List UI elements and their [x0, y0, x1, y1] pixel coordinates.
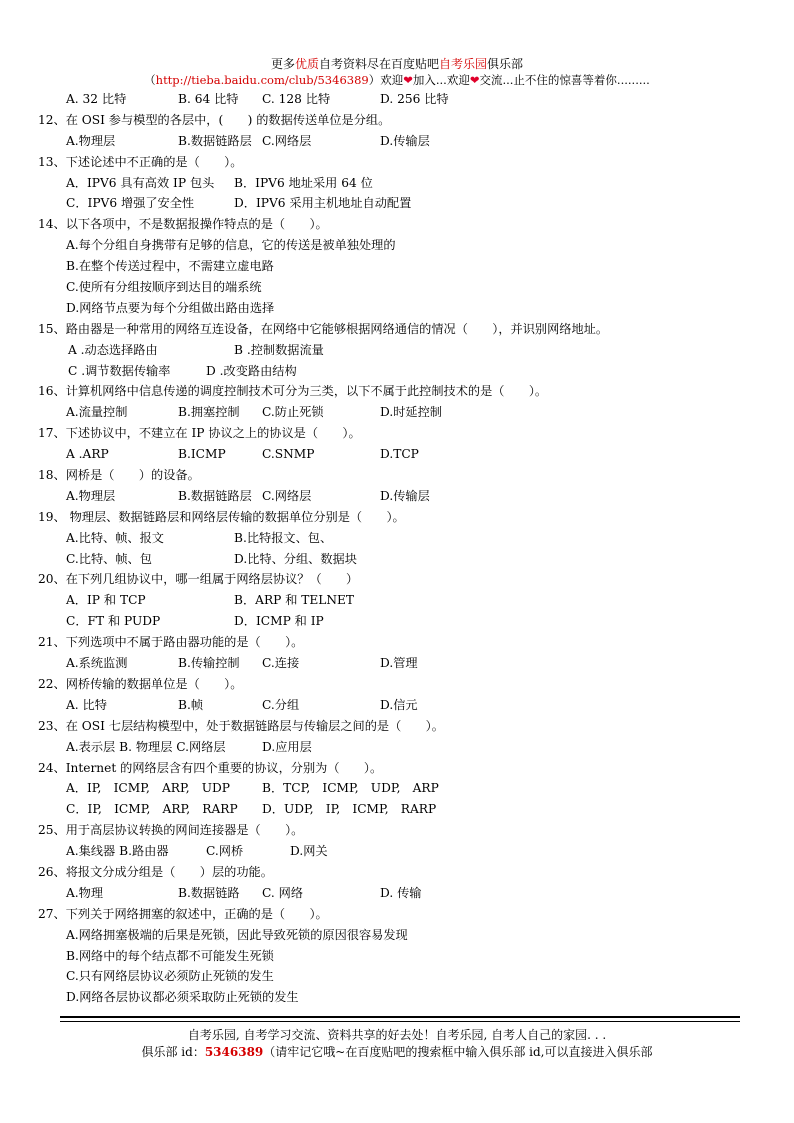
header-club-name: 自考乐园	[439, 57, 488, 71]
question-stem: 16、计算机网络中信息传递的调度控制技术可分为三类，以下不属于此控制技术的是（ ）。	[38, 384, 548, 399]
answer-option: D.传输层	[380, 488, 430, 503]
question-stem: 15、路由器是一种常用的网络互连设备，在网络中它能够根据网络通信的情况（ ），并识别网络地址。	[38, 321, 609, 336]
club-id: 5346389	[204, 1045, 264, 1059]
answer-option: D .改变路由结构	[206, 363, 297, 378]
option-row	[38, 841, 758, 862]
answer-option: A．IP 和 TCP	[66, 593, 146, 608]
answer-option: C.网络层	[262, 488, 312, 503]
answer-option: B.传输控制	[178, 656, 240, 671]
question-stem: 24、Internet 的网络层含有四个重要的协议，分别为（ ）。	[38, 760, 383, 775]
answer-option: C.只有网络层协议必须防止死锁的发生	[66, 969, 274, 984]
answer-option: B.拥塞控制	[178, 405, 240, 420]
header-text: 更多	[270, 57, 295, 71]
answer-option: B .控制数据流量	[234, 342, 324, 357]
option-row	[38, 340, 758, 361]
question-stem: 14、以下各项中，不是数据报操作特点的是（ ）。	[38, 217, 328, 232]
option-row	[38, 549, 758, 570]
question-stem: 19、 物理层、数据链路层和网络层传输的数据单位分别是（ ）。	[38, 509, 405, 524]
answer-option: C.网络层	[262, 133, 312, 148]
option-row	[38, 298, 758, 319]
header-highlight: 优质	[294, 57, 319, 71]
answer-option: B.比特报文、包、	[234, 530, 333, 545]
option-row	[38, 946, 758, 967]
option-row	[38, 778, 758, 799]
answer-option: A.每个分组自身携带有足够的信息，它的传送是被单独处理的	[66, 238, 396, 253]
page-footer-line2	[0, 1043, 794, 1060]
answer-option: D．ICMP 和 IP	[234, 614, 324, 629]
option-row	[38, 256, 758, 277]
answer-option: A.表示层 B. 物理层 C.网络层	[66, 739, 226, 754]
option-row	[38, 486, 758, 507]
answer-option: C. 网络	[262, 885, 304, 900]
header-text: ）欢迎	[368, 73, 404, 87]
answer-option: C．IP, ICMP, ARP, RARP	[66, 802, 238, 817]
answer-option: D.网络节点要为每个分组做出路由选择	[66, 300, 275, 315]
answer-option: A .ARP	[66, 447, 109, 462]
option-row	[38, 173, 758, 194]
heart-icon: ❤	[469, 73, 480, 87]
answer-option: B.ICMP	[178, 447, 226, 462]
answer-option: B.数据链路层	[178, 488, 252, 503]
question-stem: 20、在下列几组协议中，哪一组属于网络层协议？（ ）	[38, 572, 359, 587]
answer-option: A.流量控制	[66, 405, 128, 420]
option-row	[38, 966, 758, 987]
answer-option: A.比特、帧、报文	[66, 530, 164, 545]
answer-option: A.物理	[66, 885, 104, 900]
question-stem: 21、下列选项中不属于路由器功能的是（ ）。	[38, 635, 304, 650]
option-row	[38, 193, 758, 214]
option-row	[38, 528, 758, 549]
answer-option: A.物理层	[66, 488, 116, 503]
option-row	[38, 695, 758, 716]
answer-option: A.集线器 B.路由器	[66, 844, 169, 859]
header-url-link[interactable]: http://tieba.baidu.com/club/5346389	[155, 73, 369, 87]
option-row	[38, 89, 758, 110]
answer-option: C．FT 和 PUDP	[66, 614, 161, 629]
answer-option: A.物理层	[66, 133, 116, 148]
header-text: 交流...止不住的惊喜等着你.........	[479, 73, 650, 87]
page-header-line2	[0, 72, 794, 88]
answer-option: A．IPV6 具有高效 IP 包头	[66, 175, 215, 190]
answer-option: D.应用层	[262, 739, 312, 754]
option-row	[38, 277, 758, 298]
option-row	[38, 611, 758, 632]
answer-option: D.传输层	[380, 133, 430, 148]
answer-option: C.SNMP	[262, 447, 315, 462]
option-row	[38, 883, 758, 904]
question-stem: 17、下述协议中，不建立在 IP 协议之上的协议是（ ）。	[38, 426, 361, 441]
answer-option: B. 64 比特	[178, 92, 239, 106]
question-stem: 23、在 OSI 七层结构模型中，处于数据链路层与传输层之间的是（ ）。	[38, 718, 444, 733]
answer-option: C．IPV6 增强了安全性	[66, 196, 195, 211]
answer-option: A.网络拥塞极端的后果是死锁，因此导致死锁的原因很容易发现	[66, 927, 408, 942]
answer-option: A．IP, ICMP, ARP, UDP	[66, 781, 231, 796]
question-stem: 22、网桥传输的数据单位是（ ）。	[38, 676, 243, 691]
answer-option: D.管理	[380, 656, 418, 671]
option-row	[38, 653, 758, 674]
answer-option: B．ARP 和 TELNET	[234, 593, 355, 608]
header-text: 加入...欢迎	[412, 73, 470, 87]
question-stem: 18、网桥是（ ）的设备。	[38, 468, 200, 483]
question-stem: 25、用于高层协议转换的网间连接器是（ ）。	[38, 823, 304, 838]
answer-option: A. 比特	[66, 697, 107, 712]
question-stem: 13、下述论述中不正确的是（ ）。	[38, 154, 243, 169]
question-list	[38, 89, 758, 1008]
option-row	[38, 361, 758, 382]
option-row	[38, 444, 758, 465]
answer-option: B．TCP, ICMP, UDP, ARP	[262, 781, 439, 796]
answer-option: C.防止死锁	[262, 405, 324, 420]
answer-option: C.网桥	[206, 844, 244, 859]
answer-option: C .调节数据传输率	[68, 363, 171, 378]
answer-option: C.连接	[262, 656, 300, 671]
answer-option: A .动态选择路由	[68, 342, 158, 357]
answer-option: B.帧	[178, 697, 204, 712]
answer-option: D．UDP, IP, ICMP, RARP	[262, 802, 437, 817]
answer-option: D.信元	[380, 697, 418, 712]
option-row	[38, 590, 758, 611]
answer-option: A. 32 比特	[66, 92, 127, 106]
option-row	[38, 402, 758, 423]
answer-option: C. 128 比特	[262, 92, 331, 106]
answer-option: B．IPV6 地址采用 64 位	[234, 175, 373, 190]
page-header-line1	[0, 55, 794, 72]
answer-option: D．IPV6 采用主机地址自动配置	[234, 196, 412, 211]
answer-option: D.TCP	[380, 447, 419, 462]
footer-text: 俱乐部 id：	[141, 1045, 205, 1059]
answer-option: B.数据链路	[178, 885, 240, 900]
footer-divider-thin	[60, 1021, 740, 1022]
answer-option: D. 传输	[380, 885, 422, 900]
heart-icon: ❤	[403, 73, 413, 87]
option-row	[38, 799, 758, 820]
answer-option: B.在整个传送过程中，不需建立虚电路	[66, 259, 274, 274]
option-row	[38, 925, 758, 946]
question-stem: 26、将报文分成分组是（ ）层的功能。	[38, 864, 273, 879]
answer-option: B.数据链路层	[178, 133, 252, 148]
header-text: 俱乐部	[487, 57, 524, 71]
option-row	[38, 737, 758, 758]
header-text: 自考资料尽在百度贴吧	[318, 57, 439, 71]
answer-option: C.使所有分组按顺序到达目的端系统	[66, 280, 262, 295]
answer-option: D. 256 比特	[380, 92, 449, 106]
answer-option: B.网络中的每个结点都不可能发生死锁	[66, 948, 274, 963]
answer-option: A.系统监测	[66, 656, 128, 671]
header-text: （	[144, 73, 156, 87]
option-row	[38, 987, 758, 1008]
answer-option: D.比特、分组、数据块	[234, 551, 357, 566]
question-stem: 27、下列关于网络拥塞的叙述中，正确的是（ ）。	[38, 906, 328, 921]
footer-text: （请牢记它哦~在百度贴吧的搜索框中输入俱乐部 id,可以直接进入俱乐部	[263, 1045, 653, 1059]
answer-option: D.网关	[290, 844, 328, 859]
question-stem: 12、在 OSI 参与模型的各层中，( ) 的数据传送单位是分组。	[38, 112, 391, 127]
option-row	[38, 131, 758, 152]
answer-option: C.比特、帧、包	[66, 551, 152, 566]
answer-option: D.时延控制	[380, 405, 442, 420]
answer-option: C.分组	[262, 697, 300, 712]
page-footer-line1: 自考乐园, 自考学习交流、资料共享的好去处！自考乐园, 自考人自己的家园. . .	[187, 1028, 607, 1042]
answer-option: D.网络各层协议都必须采取防止死锁的发生	[66, 990, 299, 1005]
option-row	[38, 235, 758, 256]
footer-divider-thick	[60, 1016, 740, 1018]
